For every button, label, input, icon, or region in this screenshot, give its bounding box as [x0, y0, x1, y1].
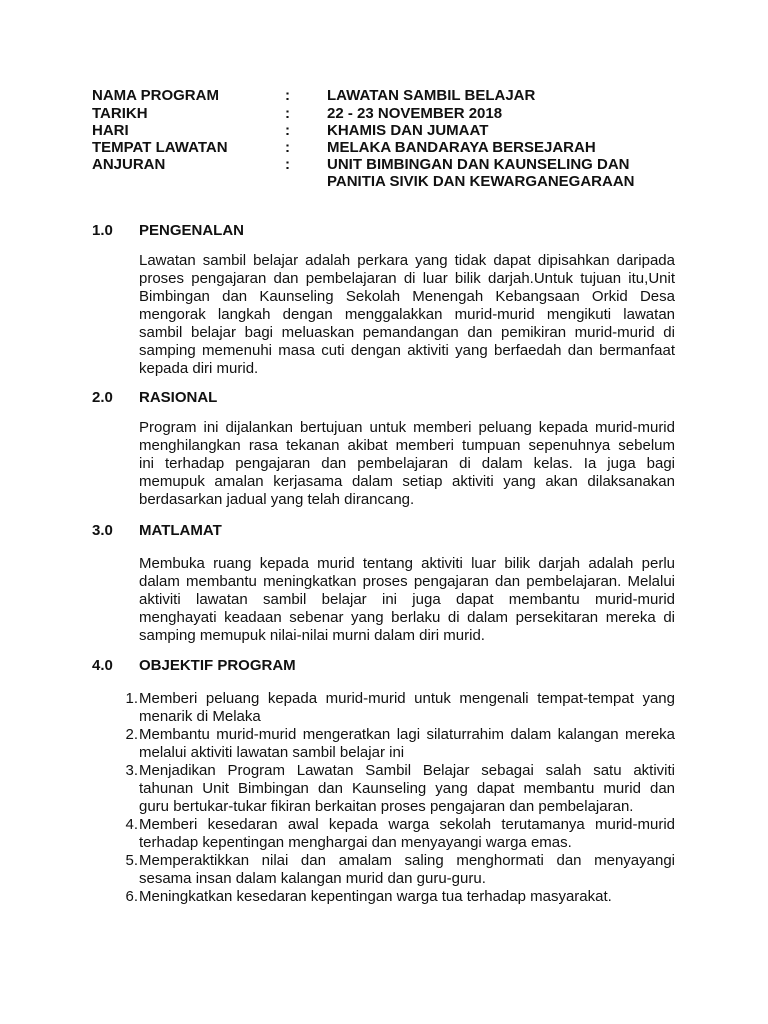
info-label: TEMPAT LAWATAN — [92, 139, 228, 156]
paragraph-line: proses pengajaran dan pembelajaran di luar bilik darjah.Untuk tujuan itu,Unit — [139, 270, 675, 287]
paragraph-line: menghayati keadaan sebenar yang berlaku di dalam persekitaran mereka di — [139, 609, 675, 626]
info-label: TARIKH — [92, 105, 148, 122]
list-item-line: Memberi peluang kepada murid-murid untuk mengenali tempat-tempat yang — [139, 690, 675, 707]
list-item — [110, 816, 675, 852]
section-title: OBJEKTIF PROGRAM — [139, 657, 296, 674]
list-item — [110, 762, 675, 816]
section-title: MATLAMAT — [139, 522, 222, 539]
info-label: HARI — [92, 122, 129, 139]
section-number: 1.0 — [92, 222, 113, 239]
list-item-line: menarik di Melaka — [139, 708, 261, 725]
list-item-line: Menjadikan Program Lawatan Sambil Belajar sebagai salah satu aktiviti — [139, 762, 675, 779]
objectives-list — [110, 690, 675, 906]
info-label: ANJURAN — [92, 156, 166, 173]
paragraph-line: memupuk amalan kerjasama dalam setiap aktiviti yang akan dilaksanakan — [139, 473, 675, 490]
paragraph-matlamat — [139, 555, 675, 645]
list-item — [110, 726, 675, 762]
list-item-text — [139, 726, 675, 762]
info-colon: : — [285, 156, 290, 173]
paragraph-line: kepada diri murid. — [139, 360, 259, 377]
info-value: LAWATAN SAMBIL BELAJAR — [327, 87, 536, 104]
list-item-line: Meningkatkan kesedaran kepentingan warga tua terhadap masyarakat. — [139, 888, 612, 905]
list-item — [110, 852, 675, 888]
list-item-line: Memberi kesedaran awal kepada warga sekolah terutamanya murid-murid — [139, 816, 675, 833]
list-item-text — [139, 762, 675, 816]
info-value: MELAKA BANDARAYA BERSEJARAH — [327, 139, 596, 156]
list-item-line: Membantu murid-murid mengeratkan lagi silaturrahim dalam kalangan mereka — [139, 726, 675, 743]
paragraph-line: berdasarkan jadual yang telah dirancang. — [139, 491, 415, 508]
paragraph-pengenalan — [139, 252, 675, 378]
info-colon: : — [285, 105, 290, 122]
list-item-line: guru bertukar-tukar fikiran berkaitan proses pengajaran dan pembelajaran. — [139, 798, 634, 815]
paragraph-line: Membuka ruang kepada murid tentang aktiviti luar bilik darjah adalah perlu — [139, 555, 675, 572]
section-title: PENGENALAN — [139, 222, 245, 239]
paragraph-line: menghilangkan rasa tekanan akibat memberi tumpuan sepenuhnya sebelum — [139, 437, 675, 454]
section-title: RASIONAL — [139, 389, 218, 406]
paragraph-line: mengorak langkah dengan menggalakkan murid-murid mengikuti lawatan — [139, 306, 675, 323]
list-item-number: 1. — [125, 690, 138, 707]
section-number: 2.0 — [92, 389, 113, 406]
paragraph-line: Bimbingan dan Kaunseling Sekolah Menengah Kebangsaan Orkid Desa — [139, 288, 675, 305]
list-item-text — [139, 690, 675, 726]
paragraph-rasional — [139, 419, 675, 509]
paragraph-line: sambil belajar bagi meluaskan pemandangan dan pemikiran murid-murid di — [139, 324, 675, 341]
list-item-number: 6. — [125, 888, 138, 905]
section-number: 3.0 — [92, 522, 113, 539]
list-item-text — [139, 888, 675, 906]
list-item-line: sesama insan dalam kalangan murid dan guru-guru. — [139, 870, 486, 887]
list-item — [110, 888, 675, 906]
list-item-number: 5. — [125, 852, 138, 869]
info-value: KHAMIS DAN JUMAAT — [327, 122, 489, 139]
info-value: UNIT BIMBINGAN DAN KAUNSELING DAN — [327, 156, 630, 173]
list-item-number: 4. — [125, 816, 138, 833]
paragraph-line: dalam membantu meningkatkan proses pengajaran dan pembelajaran. Melalui — [139, 573, 675, 590]
list-item-line: terhadap kepentingan menghargai dan menyayangi warga emas. — [139, 834, 572, 851]
list-item-number: 3. — [125, 762, 138, 779]
list-item — [110, 690, 675, 726]
paragraph-line: Program ini dijalankan bertujuan untuk memberi peluang kepada murid-murid — [139, 419, 675, 436]
section-number: 4.0 — [92, 657, 113, 674]
list-item-line: Memperaktikkan nilai dan amalam saling menghormati dan menyayangi — [139, 852, 675, 869]
list-item-line: melalui aktiviti lawatan sambil belajar ini — [139, 744, 405, 761]
paragraph-line: ini terhadap pengajaran dan pembelajaran di dalam kelas. Ia juga bagi — [139, 455, 675, 472]
info-value: 22 - 23 NOVEMBER 2018 — [327, 105, 503, 122]
info-value: PANITIA SIVIK DAN KEWARGANEGARAAN — [327, 173, 635, 190]
info-colon: : — [285, 122, 290, 139]
list-item-number: 2. — [125, 726, 138, 743]
paragraph-line: Lawatan sambil belajar adalah perkara yang tidak dapat dipisahkan daripada — [139, 252, 675, 269]
paragraph-line: aktiviti lawatan sambil belajar ini juga dapat membantu murid-murid — [139, 591, 675, 608]
list-item-line: tahunan Unit Bimbingan dan Kaunseling yang dapat membantu murid dan — [139, 780, 675, 797]
paragraph-line: samping memenuhi masa cuti dengan aktiviti yang berfaedah dan bermanfaat — [139, 342, 675, 359]
list-item-text — [139, 852, 675, 888]
info-colon: : — [285, 139, 290, 156]
info-colon: : — [285, 87, 290, 104]
paragraph-line: samping memupuk nilai-nilai murni dalam diri murid. — [139, 627, 485, 644]
info-label: NAMA PROGRAM — [92, 87, 219, 104]
list-item-text — [139, 816, 675, 852]
